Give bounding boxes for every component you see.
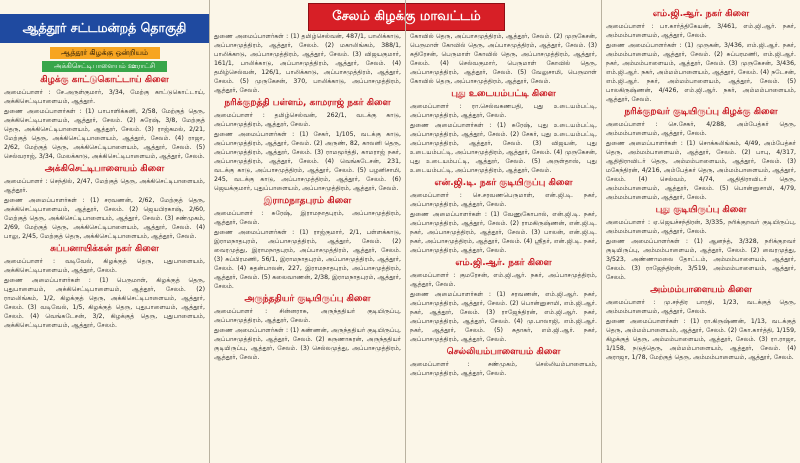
branch-heading: நரிக்குறவர் குடியிருப்பு கிழக்கு கிளை [624, 107, 778, 117]
branch-secretary: அமைப்பாளர் : தமிழ்செல்வன், 262/1, வடக்கு காடு, அப்பாசமுத்திரம், ஆத்தூர், சேலம். [214, 112, 401, 128]
branch-secretary: அமைப்பாளர் : செந்தில், 2/47, மேற்குத் தெரு, அக்கிசெட்டிபாளையம், ஆத்தூர். [4, 178, 205, 194]
branch-associates: துணை அமைப்பாளர்கள் : (1) கண்ணன், அருந்ததியர் குடியிருப்பு, அப்பாசமுத்திரம், ஆத்தூர், சேலம். (2) கருணாகரன், அருந்ததியர் குடியிருப்பு, ஆத்தூர், சேலம். (3) செல்லமுத்து, அப்பாசமுத்திரம், ஆத்தூர், சேலம். [214, 327, 401, 361]
branch-associates: துணை அமைப்பாளர்கள் : (1) ரா.கிருஷ்ணன், 1/13, வடக்குத் தெரு, அம்மம்பாளையம், ஆத்தூர், சேலம். (2) கோ.கார்த்தி, 1/159, கிழக்குத் தெரு, அம்மம்பாளையம், ஆத்தூர், சேலம். (3) ரா.ராஜா, 1/158, நடுத்தெரு, அம்மம்பாளையம், ஆத்தூர், சேலம். (4) அராஜா, 1/78, மேற்குத் தெரு, அம்மம்பாளையம், ஆத்தூர், சேலம். [606, 318, 796, 361]
column-4 [602, 0, 800, 463]
branch-heading: கிழக்கு காட்டுகொட்டாய் கிளை [40, 75, 169, 85]
constituency-banner: ஆத்தூர் சட்டமன்றத் தொகுதி [0, 14, 209, 43]
column-2 [210, 0, 406, 463]
column-3 [406, 0, 602, 463]
branch-associates: துணை அமைப்பாளர்கள் : (1) சேகர், 1/105, வடக்கு காடு, அப்பாசமுத்திரம், ஆத்தூர், சேலம். (2) அருண், 82, காலனி தெரு, அப்பாசமுத்திரம், ஆத்தூர், சேலம். (3) ராமமூர்த்தி, காமராஜ் நகர், அப்பாசமுத்திரம், ஆத்தூர், சேலம். (4) வெங்கடேசன், 231, வடக்கு காடு, அப்பாசமுத்திரம், ஆத்தூர், சேலம். (5) பழனிசாமி, 245, வடக்கு காடு, அப்பாசமுத்திரம், ஆத்தூர், சேலம். (6) ஜெயக்குமார், புதுப்பாளையம், அப்பாசமுத்திரம், ஆத்தூர், சேலம். [214, 131, 401, 192]
branch-secretary: அமைப்பாளர் : சுரேஷ், இராமநாதபுரம், அப்பாசமுத்திரம், ஆத்தூர், சேலம். [214, 210, 401, 226]
branch-secretary: அமைப்பாளர் : பா.கார்த்திகேயன், 3/461, எம்.ஜி.ஆர். நகர், அம்மம்பாளையம், ஆத்தூர், சேலம். [606, 23, 796, 39]
branch-secretary: அமைப்பாளர் : சின்னராசு, அருந்ததியர் குடியிருப்பு, அப்பாசமுத்திரம், ஆத்தூர், சேலம். [214, 308, 401, 324]
branch-heading: அக்கிசெட்டிபாளையம் கிளை [44, 164, 165, 174]
branch-secretary: அமைப்பாளர் : மு.சந்திர பாரதி, 1/23, வடக்குத் தெரு, அம்மம்பாளையம், ஆத்தூர், சேலம். [606, 299, 796, 315]
branch-secretary: அமைப்பாளர் : செ.சேகர், 4/288, அம்பேத்கர் தெரு, அம்மம்பாளையம், ஆத்தூர், சேலம். [606, 121, 796, 137]
branch-associates: துணை அமைப்பாளர்கள் : (1) வேணுகோபால், என்.ஜி.டி. நகர், அப்பாசமுத்திரம், ஆத்தூர், சேலம். (2) ராமகிருஷ்ணன், என்.ஜி.டி. நகர், அப்பாசமுத்திரம், ஆத்தூர், சேலம். (3) பாலன், என்.ஜி.டி. நகர், அப்பாசமுத்திரம், ஆத்தூர், சேலம். (4) ஸ்ரீதர், என்.ஜி.டி. நகர், அப்பாசமுத்திரம், ஆத்தூர், சேலம். [410, 211, 597, 254]
branch-heading: செல்லியம்பாளையம் கிளை [446, 347, 561, 357]
branch-secretary: அமைப்பாளர் : சண்முகம், செல்லியம்பாளையம், அப்பாசமுத்திரம், ஆத்தூர், சேலம். [410, 361, 597, 377]
branch-associates: துணை அமைப்பாளர்கள் : (1) தமிழ்செல்வன், 487/1, பாலிக்காடு, அப்பாசமுத்திரம், ஆத்தூர், சேலம். (2) மகாலிங்கம், 388/1, பாலிக்காடு, அப்பாசமுத்திரம், ஆத்தூர், சேலம். (3) விஜயகுமார், 161/1, பாலிக்காடு, அப்பாசமுத்திரம், ஆத்தூர், சேலம். (4) தமிழ்செல்வன், 126/1, பாலிக்காடு, அப்பாசமுத்திரம், ஆத்தூர், சேலம். (5) முருகேசன், 370, பாலிக்காடு, அப்பாசமுத்திரம், ஆத்தூர், சேலம். [214, 33, 401, 94]
branch-secretary: அமைப்பாளர் : செ.சரவணபெருமாள், என்.ஜி.டி. நகர், அப்பாசமுத்திரம், ஆத்தூர், சேலம். [410, 192, 597, 208]
branch-heading: நரிக்குறத்தி பள்ளம், காமராஜ் நகர் கிளை [224, 98, 391, 108]
column-1 [0, 0, 210, 463]
branch-associates: கோவில் தெரு, அப்பாசமுத்திரம், ஆத்தூர், சேலம். (2) முருகேசன், பெருமாள் கோவில் தெரு, அப்பாசமுத்திரம், ஆத்தூர், சேலம். (3) கதிரேசன், பெருமாள் கோவில் தெரு, அப்பாசமுத்திரம், ஆத்தூர், சேலம். (4) செல்வகுமார், பெருமாள் கோவில் தெரு, அப்பாசமுத்திரம், ஆத்தூர், சேலம். (5) வேலுசாமி, பெருமாள் கோவில் தெரு, அப்பாசமுத்திரம், ஆத்தூர், சேலம். [410, 33, 597, 85]
branch-associates: துணை அமைப்பாளர்கள் : (1) சரவணன், 2/62, மேற்குத் தெரு, அக்கிசெட்டிபாளையம், ஆத்தூர், சேலம். (2) ஜெயபிரகாஷ், 2/60, மேற்குத் தெரு, அக்கிசெட்டிபாளையம், ஆத்தூர், சேலம். (3) சண்முகம், 2/69, மேற்குத் தெரு, அக்கிசெட்டிபாளையம், ஆத்தூர், சேலம். (4) பாலு, 2/45, மேற்குத் தெரு, அக்கிசெட்டிபாளையம், ஆத்தூர், சேலம். [4, 197, 205, 240]
branch-heading: எம்.ஜி.ஆர். நகர் கிளை [455, 258, 552, 268]
branch-heading: எம்.ஜி.ஆர். நகர் கிளை [652, 9, 750, 19]
branch-secretary: அமைப்பாளர் : வடிவேல், கிழக்குத் தெரு, புதுபாளையம், அக்கிசெட்டிபாளையம், ஆத்தூர், சேலம். [4, 258, 205, 274]
branch-secretary: அமைப்பாளர் : குமரேசன், எம்.ஜி.ஆர். நகர், அப்பாசமுத்திரம், ஆத்தூர், சேலம். [410, 272, 597, 288]
branch-heading: அம்மம்பாளையம் கிளை [650, 285, 752, 295]
branch-secretary: அமைப்பாளர் : ரா.செல்வகணபதி, புது உடையம்பட்டி, அப்பாசமுத்திரம், ஆத்தூர், சேலம். [410, 103, 597, 119]
branch-associates: துணை அமைப்பாளர்கள் : (1) பெருமாள், கிழக்குத் தெரு, புதுபாளையம், அக்கிசெட்டிபாளையம், ஆத்தூர், சேலம். (2) ராமலிங்கம், 1/2, கிழக்குத் தெரு, அக்கிசெட்டிபாளையம், ஆத்தூர், சேலம். (3) வடிவேல், 1/5, கிழக்குத் தெரு, புதுபாளையம், ஆத்தூர், சேலம். (4) வெங்கடேசன், 3/2, கிழக்குத் தெரு, புதுபாளையம், அக்கிசெட்டிபாளையம், ஆத்தூர், சேலம். [4, 277, 205, 329]
panchayat-label: அக்கிசெட்டிபாளையம் ஊராட்சி [42, 61, 167, 72]
branch-associates: துணை அமைப்பாளர்கள் : (1) ஆனந்த், 3/328, நரிக்குறவர் குடியிருப்பு, அம்மம்பாளையம், ஆத்தூர், சேலம். (2) வைரமுத்து, 3/523, அண்ணாமலை தோட்டம், அம்மம்பாளையம், ஆத்தூர், சேலம். (3) ராஜேந்திரன், 3/519, அம்மம்பாளையம், ஆத்தூர், சேலம். [606, 238, 796, 281]
branch-associates: துணை அமைப்பாளர்கள் : (1) சரவணன், எம்.ஜி.ஆர். நகர், அப்பாசமுத்திரம், ஆத்தூர், சேலம். (2) பொன்னுசாமி, எம்.ஜி.ஆர். நகர், ஆத்தூர், சேலம். (3) ராஜேந்திரன், எம்.ஜி.ஆர். நகர், அப்பாசமுத்திரம், ஆத்தூர், சேலம். (4) மு.பாலாஜி, எம்.ஜி.ஆர். நகர், ஆத்தூர், சேலம். (5) சுதாகர், எம்.ஜி.ஆர். நகர், அப்பாசமுத்திரம், ஆத்தூர், சேலம். [410, 291, 597, 343]
masthead-title: சேலம் கிழக்கு மாவட்டம் [308, 3, 505, 31]
branch-heading: புது குடியிருப்பு கிளை [655, 205, 747, 215]
branch-secretary: அமைப்பாளர் : சே.அருள்குமார், 3/34, மேற்கு காட்டுகொட்டாய், அக்கிசெட்டிபாளையம், ஆத்தூர். [4, 89, 205, 105]
branch-associates: துணை அமைப்பாளர்கள் : (1) சுரேஷ், புது உடையம்பட்டி, அப்பாசமுத்திரம், ஆத்தூர், சேலம். (2) சேகர், புது உடையம்பட்டி, அப்பாசமுத்திரம், ஆத்தூர், சேலம். (3) விஜயன், புது உடையம்பட்டி, அப்பாசமுத்திரம், ஆத்தூர், சேலம். (4) முருகேசன், புது உடையம்பட்டி, ஆத்தூர், சேலம். (5) அருள்தாஸ், புது உடையம்பட்டி, அப்பாசமுத்திரம், ஆத்தூர், சேலம். [410, 122, 597, 174]
branch-associates: துணை அமைப்பாளர்கள் : (1) முருகன், 3/436, எம்.ஜி.ஆர். நகர், அம்மம்பாளையம், ஆத்தூர், சேலம். (2) சுப்பரமணி, எம்.ஜி.ஆர். நகர், அம்மம்பாளையம், ஆத்தூர், சேலம். (3) முருகேசன், 3/436, எம்.ஜி.ஆர். நகர், அம்மம்பாளையம், ஆத்தூர், சேலம். (4) நடேசன், எம்.ஜி.ஆர். நகர், அம்மம்பாளையம், ஆத்தூர், சேலம். (5) பாலகிருஷ்ணன், 4/426, எம்.ஜி.ஆர். நகர், அம்மம்பாளையம், ஆத்தூர், சேலம். [606, 42, 796, 103]
branch-associates: துணை அமைப்பாளர்கள் : (1) ராஜ்குமார், 2/1, பள்ளக்காடு, இராமநாதபுரம், அப்பாசமுத்திரம், ஆத்தூர், சேலம். (2) வைரமுத்து, இராமநாதபுரம், அப்பாசமுத்திரம், ஆத்தூர், சேலம். (3) சுப்பிரமணி, 56/1, இராமநாதபுரம், அப்பாசமுத்திரம், ஆத்தூர், சேலம். (4) சுதன்பாலன், 227, இராமநாதபுரம், அப்பாசமுத்திரம், ஆத்தூர், சேலம். (5) கலைவாணன், 2/38, இராமநாதபுரம், ஆத்தூர், சேலம். [214, 229, 401, 290]
branch-associates: துணை அமைப்பாளர்கள் : (1) சொக்கலிங்கம், 4/49, அம்பேத்கர் தெரு, அம்மம்பாளையம், ஆத்தூர், சேலம். (2) பாபு, 4/317, ஆதிதிராவிடர் தெரு, அம்மம்பாளையம், ஆத்தூர், சேலம். (3) மகேந்திரன், 4/216, அம்பேத்கர் தெரு, அம்மம்பாளையம், ஆத்தூர், சேலம். (4) செல்வம், 4/74, ஆதிதிராவிடர் தெரு, அம்மம்பாளையம், ஆத்தூர், சேலம். (5) பொன்னுசாமி, 4/79, அம்மம்பாளையம், ஆத்தூர், சேலம். [606, 140, 796, 201]
branch-heading: இராமநாதபுரம் கிளை [263, 196, 352, 206]
union-label: ஆத்தூர் கிழக்கு ஒன்றியம் [50, 47, 160, 59]
branch-heading: அருந்ததியர் குடியிருப்பு கிளை [244, 294, 371, 304]
branch-heading: என்.ஜி.டி. நகர் குடியிருப்பு கிளை [434, 178, 573, 188]
branch-associates: துணை அமைப்பாளர்கள் : (1) பாபாளிக்கனி, 2/58, மேற்குத் தெரு, அக்கிசெட்டிபாளையம், ஆத்தூர், சேலம். (2) சுரேஷ், 3/8, மேற்குத் தெரு, அக்கிசெட்டிபாளையம், ஆத்தூர், சேலம். (3) ராஜ்கமல், 2/21, மேற்குத் தெரு, அக்கிசெட்டிபாளையம், ஆத்தூர், சேலம். (4) ராஜா, 2/62, மேற்குத் தெரு, அக்கிசெட்டிபாளையம், ஆத்தூர், சேலம். (5) செல்வராஜ், 3/34, மேலக்காடு, அக்கிசெட்டிபாளையம், ஆத்தூர், சேலம். [4, 108, 205, 160]
branch-heading: சுப்பனாயிக்கன் நகர் கிளை [50, 244, 159, 254]
branch-secretary: அமைப்பாளர் : ஏ.ஜெயச்சந்திரன், 3/335, நரிக்குறவர் குடியிருப்பு, அம்மம்பாளையம், ஆத்தூர், சேலம். [606, 219, 796, 235]
branch-heading: புது உடையம்பட்டி கிளை [451, 89, 556, 99]
